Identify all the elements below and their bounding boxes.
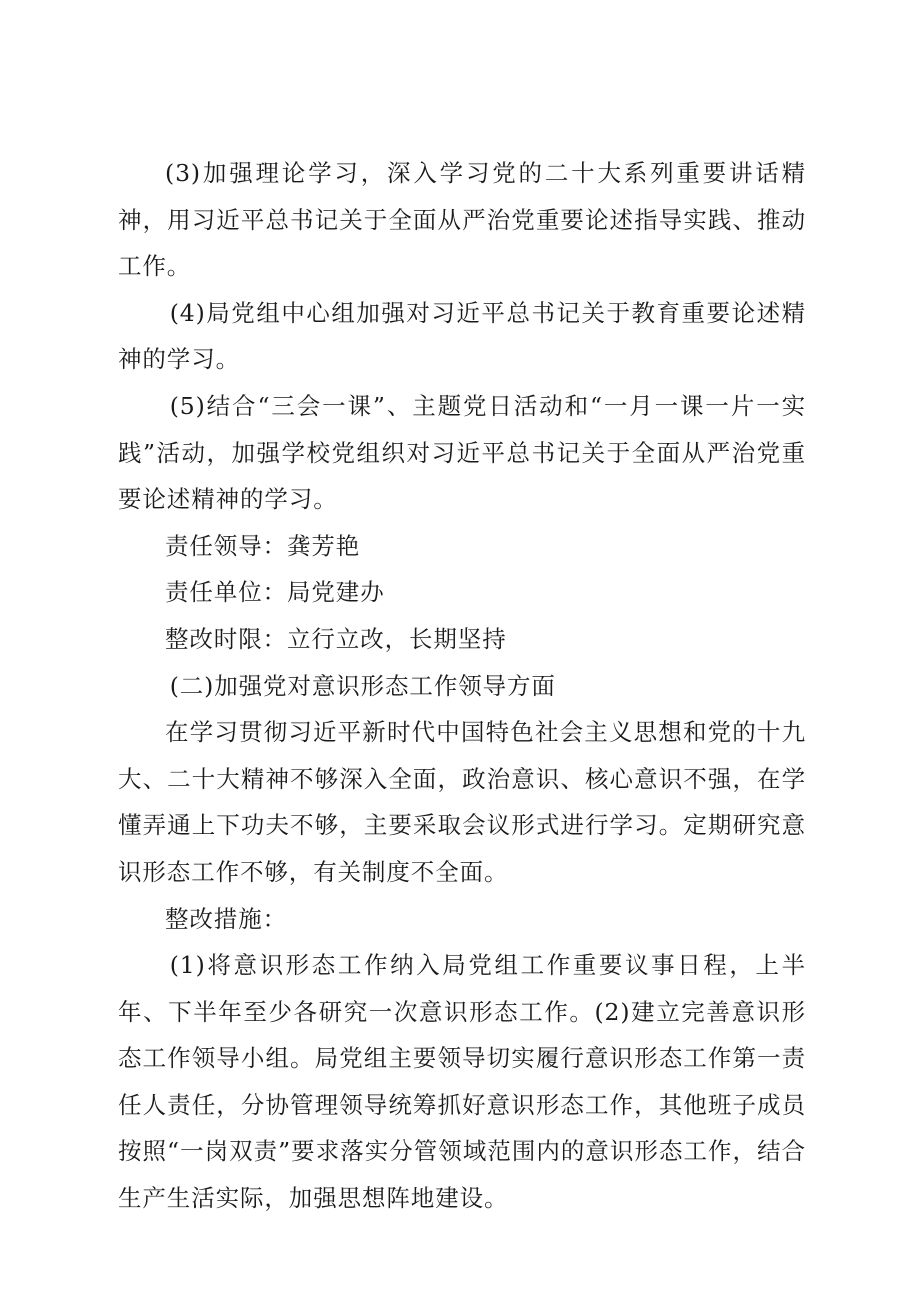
document-body [118,150,806,1222]
problem-description: 在学习贯彻习近平新时代中国特色社会主义思想和党的十九大、二十大精神不够深入全面，政治意识、核心意识不强，在学懂弄通上下功夫不够，主要采取会议形式进行学习。定期研究意识形态工作不够，有关制度不全面。 [118,718,806,886]
responsible-unit: 责任单位：局党建办 [165,578,385,607]
responsible-leader: 责任领导：龚芳艳 [165,531,361,560]
paragraph-measure-3: (3)加强理论学习，深入学习党的二十大系列重要讲话精神，用习近平总书记关于全面从严治党重要论述指导实践、推动工作。 [118,159,806,281]
section-heading-2: (二)加强党对意识形态工作领导方面 [169,671,556,700]
paragraph-measure-4: (4)局党组中心组加强对习近平总书记关于教育重要论述精神的学习。 [118,298,806,374]
paragraph-measure-5: (5)结合“三会一课”、主题党日活动和“一月一课一片一实践”活动，加强学校党组织对习近平总书记关于全面从严治党重要论述精神的学习。 [118,391,806,514]
rectification-measures-heading: 整改措施： [165,904,287,933]
rectification-deadline: 整改时限：立行立改，长期坚持 [165,624,507,653]
paragraph-measure-1-2: (1)将意识形态工作纳入局党组工作重要议事日程，上半年、下半年至少各研究一次意识形态工作。(2)建立完善意识形态工作领导小组。局党组主要领导切实履行意识形态工作第一责任人责任，分协管理领导统筹抓好意识形态工作，其他班子成员按照“一岗双责”要求落实分管领域范围内的意识形态工作，结合生产生活实际，加强思想阵地建设。 [118,951,806,1213]
